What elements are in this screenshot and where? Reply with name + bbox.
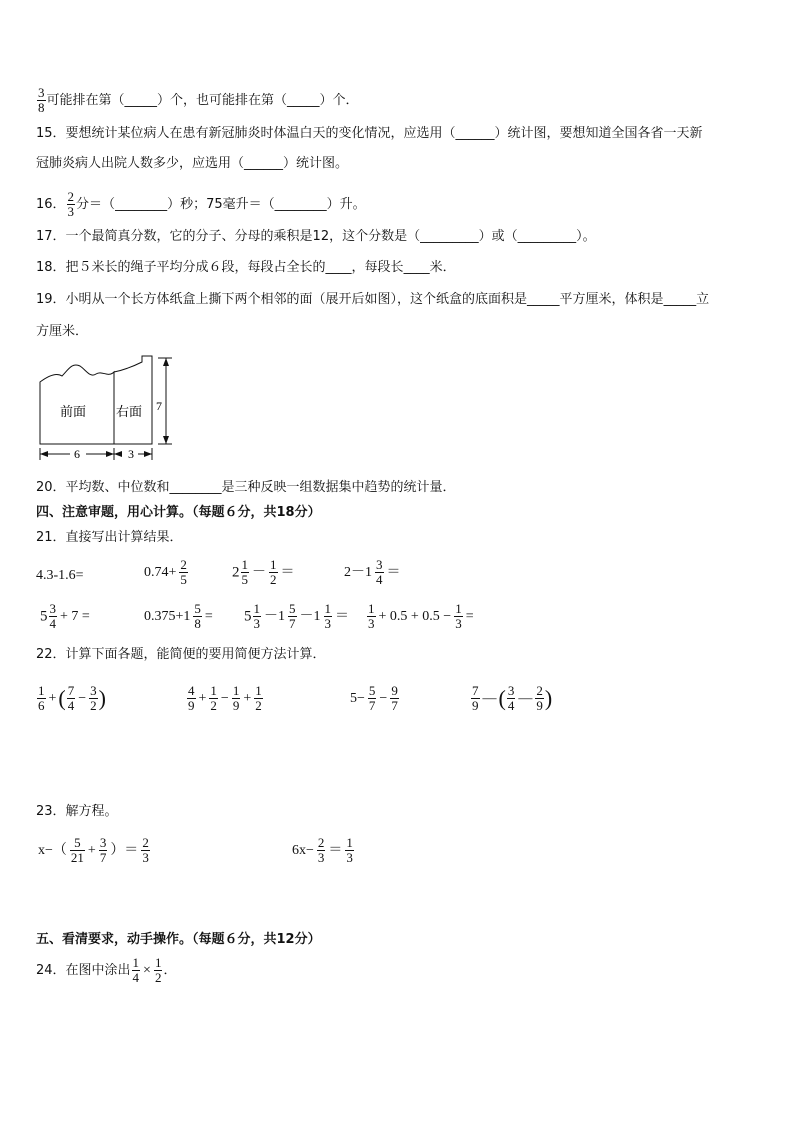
q23-eq-2: 6x− $\frac{2}{3}$ ＝ $\frac{1}{3}$ <box>292 835 353 865</box>
q16: 16． $\frac{2}{3}$ 分＝（________）秒；75毫升＝（________）升。 <box>36 189 366 219</box>
height-label: 7 <box>156 399 162 413</box>
q22-title: 22．计算下面各题，能简便的要用简便方法计算． <box>36 647 326 662</box>
depth-label: 3 <box>128 447 134 461</box>
q23-title: 23．解方程。 <box>36 804 118 819</box>
q21-r2-b: 0.375+1 $\frac{5}{8}$ = <box>144 601 213 631</box>
q22-expr-4: $\frac{7}{9}$ —( $\frac{3}{4}$ — $\frac{2}{9}$ ) <box>472 683 553 713</box>
section-4-heading: 四、注意审题，用心计算。（每题６分，共18分） <box>36 505 321 520</box>
q18: 18．把５米长的绳子平均分成６段，每段占全长的____，每段长____米． <box>36 260 456 275</box>
q17: 17．一个最简真分数，它的分子、分母的乘积是12，这个分数是（_________）或（_________）。 <box>36 229 596 244</box>
width-label: 6 <box>74 447 80 461</box>
q15-line1: 15．要想统计某位病人在患有新冠肺炎时体温白天的变化情况，应选用（______）统计图，要想知道全国各省一天新 <box>36 126 703 141</box>
right-label: 右面 <box>116 405 143 420</box>
section-5-heading: 五、看清要求，动手操作。（每题６分，共12分） <box>36 932 321 947</box>
q21-r2-c: 5 $\frac{1}{3}$ －1 $\frac{5}{7}$ －1 $\frac{1}{3}$ ＝ <box>244 601 349 631</box>
q22-expr-1: $\frac{1}{6}$ +( $\frac{7}{4}$ − $\frac{3}{2}$ ) <box>38 683 106 713</box>
q24: 24．在图中涂出 $\frac{1}{4}$ × $\frac{1}{2}$ ． <box>36 955 177 985</box>
q19-line1: 19．小明从一个长方体纸盒上撕下两个相邻的面（展开后如图），这个纸盒的底面积是_____平方厘米，体积是_____立 <box>36 292 710 307</box>
q22-expr-3: 5− $\frac{5}{7}$ − $\frac{9}{7}$ <box>350 683 398 713</box>
q21-title: 21．直接写出计算结果． <box>36 530 183 545</box>
q15-line2: 冠肺炎病人出院人数多少，应选用（______）统计图。 <box>36 156 349 171</box>
q21-r1-b: 0.74+ $\frac{2}{5}$ <box>144 557 187 587</box>
q21-r1-c: 2 $\frac{1}{5}$ － $\frac{1}{2}$ ＝ <box>232 557 295 587</box>
q21-r1-a: 4.3-1.6= <box>36 568 84 583</box>
unfolded-box-figure <box>34 352 184 464</box>
q21-r2-a: 5 $\frac{3}{4}$ + 7 = <box>40 601 90 631</box>
q23-eq-1: x−（ $\frac{5}{21}$ + $\frac{3}{7}$ ）＝ $\frac{2}{3}$ <box>38 835 149 865</box>
right-face <box>114 356 152 444</box>
q21-r1-d: 2－1 $\frac{3}{4}$ ＝ <box>344 557 401 587</box>
fraction: $\frac{2}{3}$ <box>67 189 75 219</box>
front-label: 前面 <box>60 405 87 420</box>
q14-tail: $\frac{3}{8}$ 可能排在第（_____）个，也可能排在第（_____）个． <box>38 85 359 115</box>
q22-expr-2: $\frac{4}{9}$ + $\frac{1}{2}$ − $\frac{1}{9}$ + $\frac{1}{2}$ <box>188 683 262 713</box>
q19-line2: 方厘米． <box>36 324 89 339</box>
q21-r2-d: $\frac{1}{3}$ + 0.5 + 0.5 − $\frac{1}{3}$ = <box>368 601 474 631</box>
q20: 20．平均数、中位数和________是三种反映一组数据集中趋势的统计量． <box>36 480 456 495</box>
fraction: $\frac{3}{8}$ <box>38 85 45 115</box>
